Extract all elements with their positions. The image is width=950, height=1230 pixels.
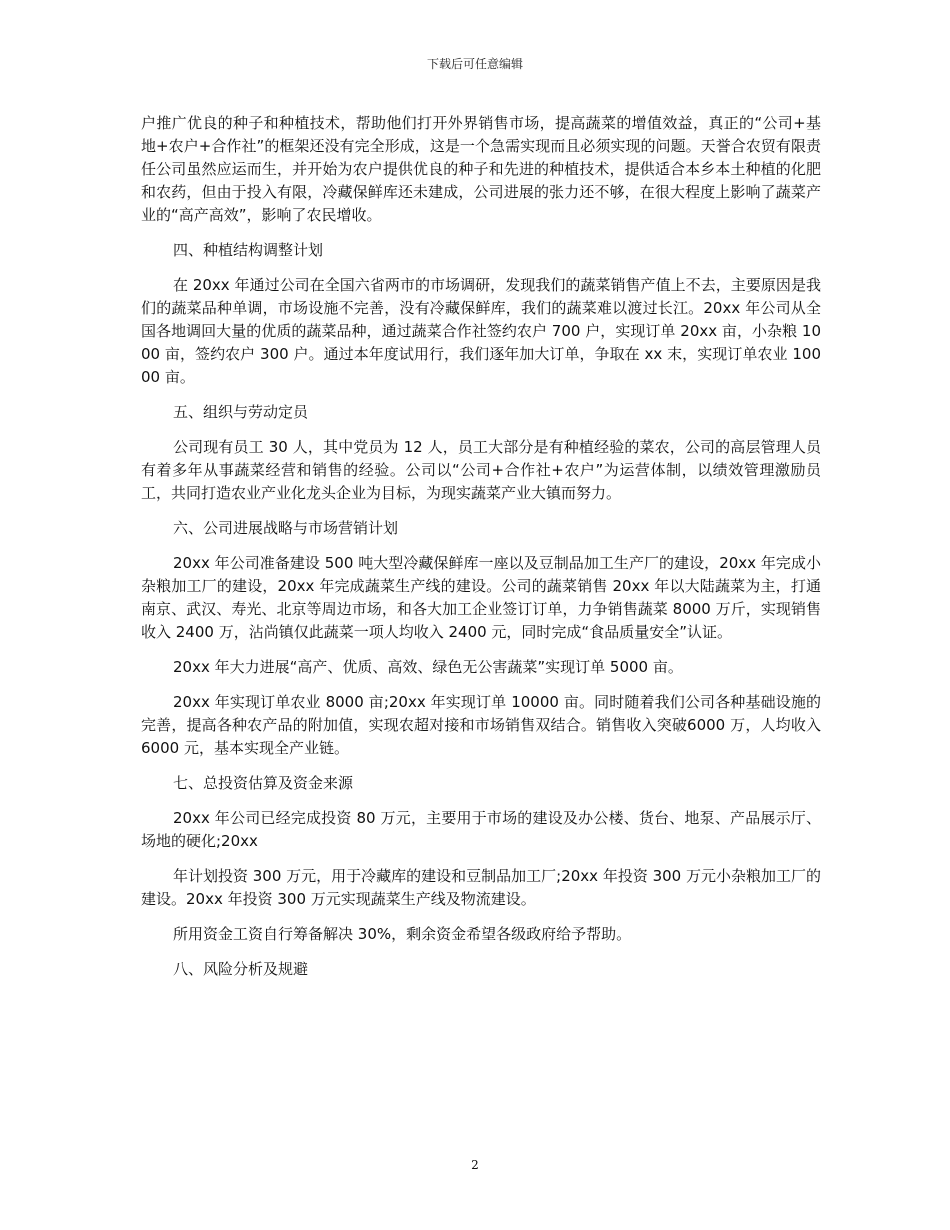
section-heading: 四、种植结构调整计划 <box>173 241 324 259</box>
document-body <box>141 112 821 981</box>
section-heading: 八、风险分析及规避 <box>173 960 309 978</box>
body-paragraph: 20xx 年大力进展“高产、优质、高效、绿色无公害蔬菜”实现订单 5000 亩。 <box>173 658 683 676</box>
section-heading: 五、组织与劳动定员 <box>173 403 309 421</box>
body-paragraph: 户推广优良的种子和种植技术，帮助他们打开外界销售市场，提高蔬菜的增值效益，真正的“公司+基地+农户+合作社”的框架还没有完全形成，这是一个急需实现而且必须实现的问题。天誉合农贸有限责任公司虽然应运而生，并开始为农户提供优良的种子和先进的种植技术，提供适合本乡本土种植的化肥和农药，但由于投入有限，冷藏保鲜库还未建成，公司进展的张力还不够，在很大程度上影响了蔬菜产业的“高产高效”，影响了农民增收。 <box>141 114 821 224</box>
body-paragraph: 20xx 年公司已经完成投资 80 万元，主要用于市场的建设及办公楼、货台、地泵、产品展示厅、场地的硬化;20xx <box>141 809 821 850</box>
section-heading: 七、总投资估算及资金来源 <box>173 774 354 792</box>
body-paragraph: 20xx 年公司准备建设 500 吨大型冷藏保鲜库一座以及豆制品加工生产厂的建设，20xx 年完成小杂粮加工厂的建设，20xx 年完成蔬菜生产线的建设。公司的蔬菜销售 20xx 年以大陆蔬菜为主，打通南京、武汉、寿光、北京等周边市场，和各大加工企业签订订单，力争销售蔬菜 8000 万斤，实现销售收入 2400 万，沾尚镇仅此蔬菜一项人均收入 2400 元，同时完成“食品质量安全”认证。 <box>141 554 821 641</box>
body-paragraph: 20xx 年实现订单农业 8000 亩;20xx 年实现订单 10000 亩。同时随着我们公司各种基础设施的完善，提高各种农产品的附加值，实现农超对接和市场销售双结合。销售收入突破6000 万，人均收入 6000 元，基本实现全产业链。 <box>141 693 821 757</box>
body-paragraph: 所用资金工资自行筹备解决 30%，剩余资金希望各级政府给予帮助。 <box>173 925 632 943</box>
body-paragraph: 公司现有员工 30 人，其中党员为 12 人，员工大部分是有种植经验的菜农，公司的高层管理人员有着多年从事蔬菜经营和销售的经验。公司以“公司+合作社+农户”为运营体制，以绩效管理激励员工，共同打造农业产业化龙头企业为目标，为现实蔬菜产业大镇而努力。 <box>141 438 821 502</box>
section-heading: 六、公司进展战略与市场营销计划 <box>173 519 399 537</box>
body-paragraph: 年计划投资 300 万元，用于冷藏库的建设和豆制品加工厂;20xx 年投资 300 万元小杂粮加工厂的建设。20xx 年投资 300 万元实现蔬菜生产线及物流建设。 <box>141 867 821 908</box>
page-header: 下载后可任意编辑 <box>426 57 523 71</box>
page-number: 2 <box>471 1158 479 1172</box>
body-paragraph: 在 20xx 年通过公司在全国六省两市的市场调研，发现我们的蔬菜销售产值上不去，主要原因是我们的蔬菜品种单调，市场设施不完善，没有冷藏保鲜库，我们的蔬菜难以渡过长江。20xx 年公司从全国各地调回大量的优质的蔬菜品种，通过蔬菜合作社签约农户 700 户，实现订单 20xx 亩，小杂粮 1000 亩，签约农户 300 户。通过本年度试用行，我们逐年加大订单，争取在 xx 末，实现订单农业 10000 亩。 <box>141 276 821 386</box>
